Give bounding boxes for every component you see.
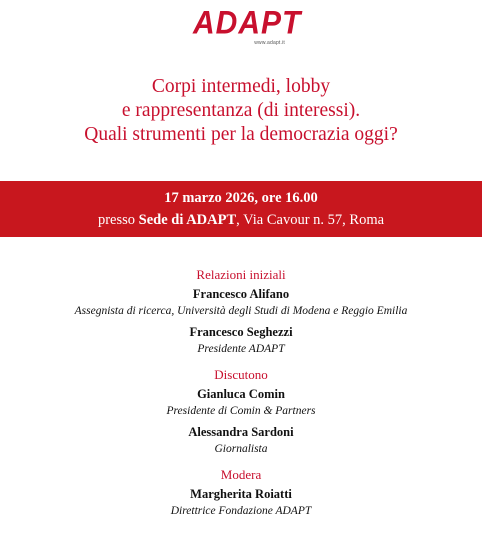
section-discussants xyxy=(0,366,482,457)
logo-wordmark: ADAPT xyxy=(193,5,302,42)
venue-address: , Via Cavour n. 57, Roma xyxy=(236,212,385,228)
section-opening-talks xyxy=(0,266,482,357)
moderator-name: Margherita Roiatti xyxy=(190,487,292,501)
event-title xyxy=(0,75,482,147)
logo-url: www.adapt.it xyxy=(254,40,285,46)
event-date: 17 marzo 2026, ore 16.00 xyxy=(164,190,318,206)
section-heading: Relazioni iniziali xyxy=(196,267,286,282)
speaker-name: Alessandra Sardoni xyxy=(188,425,294,439)
speaker-role: Presidente di Comin & Partners xyxy=(166,405,316,417)
speaker-name: Gianluca Comin xyxy=(197,387,285,401)
speaker-role: Assegnista di ricerca, Università degli Studi di Modena e Reggio Emilia xyxy=(74,305,408,317)
speaker-role: Giornalista xyxy=(214,443,268,455)
speaker-role: Presidente ADAPT xyxy=(197,343,285,355)
adapt-logo xyxy=(193,5,302,49)
section-heading: Modera xyxy=(220,467,262,482)
speaker-name: Francesco Alifano xyxy=(192,287,290,301)
venue-prefix: presso xyxy=(97,212,139,228)
program xyxy=(0,266,482,519)
moderator-role: Direttrice Fondazione ADAPT xyxy=(170,505,312,517)
title-line-1: Corpi intermedi, lobby xyxy=(151,76,331,97)
title-line-3: Quali strumenti per la democrazia oggi? xyxy=(84,124,398,145)
event-info-banner xyxy=(0,181,482,237)
speaker-name: Francesco Seghezzi xyxy=(189,325,293,339)
section-moderator xyxy=(0,466,482,519)
venue-name: Sede di ADAPT xyxy=(138,212,237,228)
title-line-2: e rappresentanza (di interessi). xyxy=(121,100,361,121)
event-venue xyxy=(0,212,482,229)
section-heading: Discutono xyxy=(214,367,268,382)
